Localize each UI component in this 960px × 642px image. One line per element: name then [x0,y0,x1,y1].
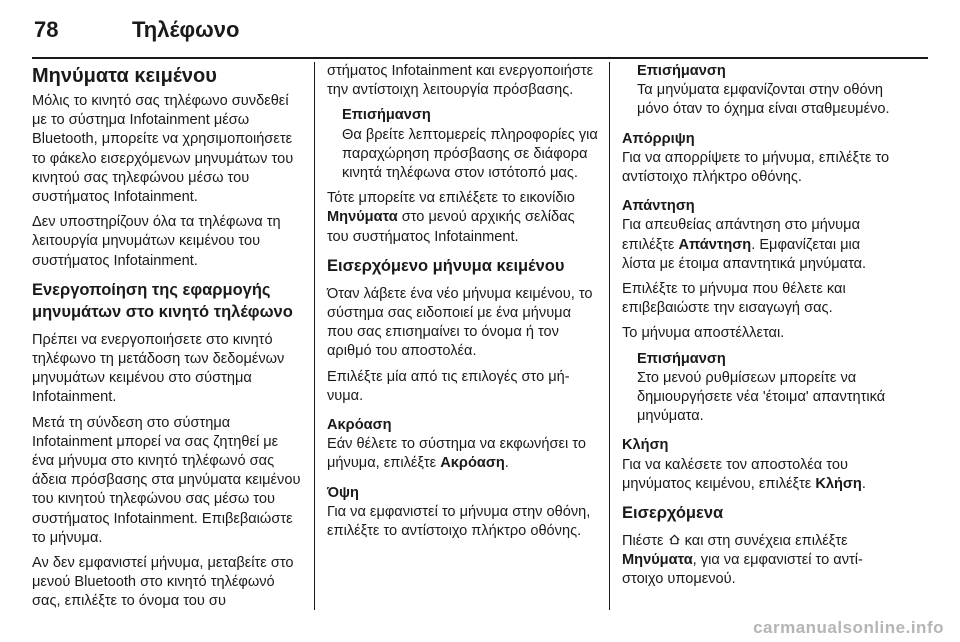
text: , για να εμφανιστεί το αντίστοιχο υπομενού. [622,552,863,588]
note-box [637,350,894,427]
paragraph [622,456,894,494]
text: Για να καλέσετε τον αποστολέα του μηνύματος κειμένου, επιλέξτε [622,456,848,492]
paragraph: στήματος Infotainment και ενεργοποιήστε την αντίστοιχη λειτουργία πρόσβασης. [327,63,594,99]
note-text: Στο μενού ρυθμίσεων μπορείτε να δημιουργήσετε νέα 'έτοιμα' απαντητικά μηνύματα. [637,369,886,425]
text: Πιέστε [622,533,668,550]
bold-term: Μηνύματα [622,552,693,569]
column-3 [622,62,894,596]
paragraph: Το μήνυμα αποστέλλεται. [622,325,785,342]
subheading-inbox: Εισερχόμενα [622,504,724,523]
page-title: Τηλέφωνο [132,17,240,42]
note-box [637,62,894,120]
text: στο μενού αρχικής σελίδας του συστήματος Infotainment. [327,209,575,245]
column-divider-1 [314,62,315,610]
note-title: Επισήμανση [637,63,726,79]
paragraph: Δεν υποστηρίζουν όλα τα τηλέφωνα τη λειτουργία μηνυμάτων κειμένου του συστήματος Infotainment. [32,214,281,269]
option-title-reply: Απάντηση [622,198,695,215]
paragraph [622,532,894,590]
bold-term: Απάντηση [678,236,752,253]
paragraph: Επιλέξτε το μήνυμα που θέλετε και επιβεβαιώστε την εισαγωγή σας. [622,281,846,317]
header-rule [32,57,928,59]
paragraph [327,435,599,473]
text: . [861,475,866,492]
bold-term: Κλήση [815,475,862,492]
paragraph: Επιλέξτε μία από τις επιλογές στο μήνυμα. [327,368,570,404]
option-title-view: Όψη [327,484,359,501]
note-text: Τα μηνύματα εμφανίζονται στην οθόνη μόνο όταν το όχημα είναι σταθμευμένο. [637,82,890,118]
paragraph: Για να απορρίψετε το μήνυμα, επιλέξτε το αντίστοιχο πλήκτρο οθόνης. [622,149,890,186]
text: . [504,455,509,472]
page-header [32,0,928,60]
subheading-activate-app: Ενεργοποίηση της εφαρμογής μηνυμάτων στο κινητό τηλέφωνο [32,280,293,321]
paragraph: Αν δεν εμφανιστεί μήνυμα, μεταβείτε στο μενού Bluetooth στο κινητό τηλέφωνό σας, επιλέξτε το όνομα του συ [32,555,294,610]
note-text: Θα βρείτε λεπτομερείς πληροφορίες για παραχώρηση πρόσβασης σε διάφορα κινητά τηλέφωνα στον ιστότοπό μας. [342,126,598,182]
column-1 [32,62,304,618]
note-title: Επισήμανση [342,107,431,124]
text: Εάν θέλετε το σύστημα να εκφωνήσει το μήνυμα, επιλέξτε [327,436,586,472]
text: και στη συνέχεια επιλέξτε [680,533,848,550]
section-heading-text-messages: Μηνύματα κειμένου [32,65,217,87]
column-2 [327,62,599,547]
paragraph: Μετά τη σύνδεση στο σύστημα Infotainment μπορεί να σας ζητηθεί με ένα μήνυμα στο κινητό τηλέφωνό σας άδεια πρόσβασης στα μηνύματα κειμένου του κινητού τηλεφώνου σας μέσω του συστήματος Infotainment. Επιβεβαιώστε το μήνυμα. [32,414,301,546]
option-title-reject: Απόρριψη [622,130,695,147]
note-box [342,106,599,183]
paragraph: Όταν λάβετε ένα νέο μήνυμα κειμένου, το σύστημα σας ειδοποιεί με ένα μήνυμα που σας επισημαίνει το όνομα ή τον αριθμό του αποστολέα. [327,285,593,360]
home-button-icon [668,533,681,546]
text: Τότε μπορείτε να επιλέξετε το εικονίδιο [327,190,575,207]
option-title-listen: Ακρόαση [327,417,392,434]
paragraph: Μόλις το κινητό σας τηλέφωνο συνδεθεί με το σύστημα Infotainment μέσω Bluetooth, μπορείτε να χρησιμοποιήσετε το φάκελο εισερχόμενων μηνυμάτων του κινητού σας τηλεφώνου μέσω του συστήματος Infotainment. [32,93,294,206]
page-number: 78 [34,17,59,42]
bold-term: Ακρόαση [440,455,505,472]
text: . Εμφανίζεται μια λίστα με έτοιμα απαντητικά μηνύματα. [622,236,867,272]
paragraph: Πρέπει να ενεργοποιήσετε στο κινητό τηλέφωνο τη μετάδοση των δεδομένων μηνυμάτων κειμένου στο σύστημα Infotainment. [32,331,285,406]
note-title: Επισήμανση [637,350,726,367]
column-divider-2 [609,62,610,610]
text: Για απευθείας απάντηση στο μήνυμα επιλέξτε [622,217,861,253]
option-title-call: Κλήση [622,437,669,454]
bold-term: Μηνύματα [327,209,398,226]
paragraph: Για να εμφανιστεί το μήνυμα στην οθόνη, επιλέξτε το αντίστοιχο πλήκτρο οθόνης. [327,503,591,540]
paragraph [327,189,599,247]
paragraph [622,216,894,274]
subheading-incoming-message: Εισερχόμενο μήνυμα κειμένου [327,256,565,275]
watermark: carmanualsonline.info [753,618,944,637]
